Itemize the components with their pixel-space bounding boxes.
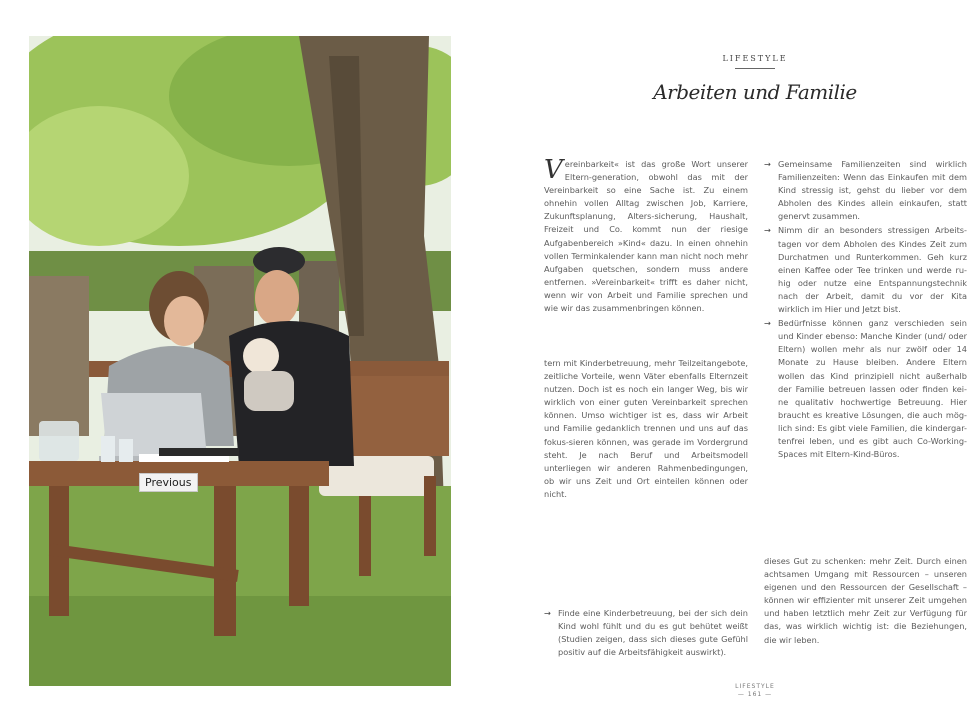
intro-paragraph xyxy=(544,155,748,315)
previous-button[interactable]: Previous xyxy=(139,473,198,492)
intro-text: ereinbarkeit« ist das große Wort unserer Eltern-generation, obwohl das mit der Vereinbarkeit so eine Sache ist. Zu einem ohnehin vollen Alltag zwischen Job, Karriere, Zukunftsplanung, Alters-sicherung, Haushalt, Freizeit und Co. kommt nun der riesige Aufgabenbereich »Kind« dazu. In einen ohnehin vollen Terminkalender kann man nicht noch mehr Aufgaben quetschen, sondern muss andere entfernen. »Vereinbarkeit« trifft es daher nicht, wenn wir von Arbeit und Familie sprechen und wie wir das zusammenbringen können. xyxy=(544,159,748,314)
page-number: — 161 — xyxy=(737,691,773,698)
footer-label: LIFESTYLE xyxy=(735,683,775,690)
arrow-icon: → xyxy=(764,225,771,236)
section-kicker: LIFESTYLE xyxy=(722,54,788,63)
arrow-icon: → xyxy=(544,608,551,618)
bullet-text: Bedürfnisse können ganz verschieden sein und Kinder ebenso: Manche Kinder (und/ oder Eltern) wollen mehr als nur zwölf oder 14 Monate zu Hause bleiben. Andere Eltern wollen das Kind prinzipiell nicht außerhalb der Familie betreuen lassen oder finden kei-ne qualitativ hochwertige Betreuung. Hier braucht es kreative Lösungen, die auch mög-lich sind: Es gibt viele Familien, die kindergar-tenfrei leben, und es gibt auch Co-Working-Spaces mit Eltern-Kind-Büros. xyxy=(778,318,967,460)
tip-bullet-childcare xyxy=(544,607,748,660)
page-footer xyxy=(700,683,810,698)
bullet-text: Finde eine Kinderbetreuung, bei der sich dein Kind wohl fühlt und du es gut behütet weißt (Studien zeigen, dass sich dieses gute Gefühl positiv auf die Arbeitsfähigkeit auswirkt). xyxy=(558,608,748,658)
body-paragraph-1: tern mit Kinderbetreuung, mehr Teilzeitangebote, zeitliche Vorteile, wenn Väter ebenfalls Elternzeit nutzen. Doch ist es noch ein langer Weg, bis wir wirklich von einer guten Vereinbarkeit sprechen können. Umso wichtiger ist es, dass wir Arbeit und Familie gedanklich trennen und uns auf das fokus-sieren können, was gerade im Vordergrund steht. Je nach Beruf und Arbeitsmodell unterliegen wir anderen Rahmenbedingungen, ob wir uns Zeit und Ort einteilen können oder nicht. xyxy=(544,358,748,499)
kicker-underline xyxy=(735,68,775,69)
body-paragraph-2: dieses Gut zu schenken: mehr Zeit. Durch einen achtsamen Umgang mit Ressourcen – unseren eigenen und den Ressourcen der Gesellschaft – können wir effizienter mit unserer Zeit umgehen und haben letztlich mehr Zeit zur Verfügung für das, was wirklich wichtig ist: die Beziehungen, die wir leben. xyxy=(764,556,967,645)
family-photo xyxy=(29,36,451,686)
photo-illustration xyxy=(29,36,451,686)
list-item xyxy=(764,317,967,461)
drop-cap: V xyxy=(544,155,563,185)
list-item xyxy=(764,224,967,316)
bullet-text: Gemeinsame Familienzeiten sind wirklich Familienzeiten: Wenn das Einkaufen mit dem Kind stressig ist, gehst du lieber vor dem Abholen des Kindes allein einkaufen, statt genervt zusammen. xyxy=(778,159,967,222)
tip-list xyxy=(764,158,967,462)
list-item xyxy=(764,158,967,223)
bullet-text: Nimm dir an besonders stressigen Arbeits-tagen vor dem Abholen des Kindes Zeit zum Durchatmen und Runterkommen. Geh kurz einen Kaffee oder Tee trinken und werde ru-hig oder nutze eine Entspannungstechnik nach der Arbeit, damit du vor der Kita wirklich im Hier und Jetzt bist. xyxy=(778,225,967,315)
page-title: Arbeiten und Familie xyxy=(653,80,857,104)
arrow-icon: → xyxy=(764,159,771,169)
arrow-icon: → xyxy=(764,318,771,329)
